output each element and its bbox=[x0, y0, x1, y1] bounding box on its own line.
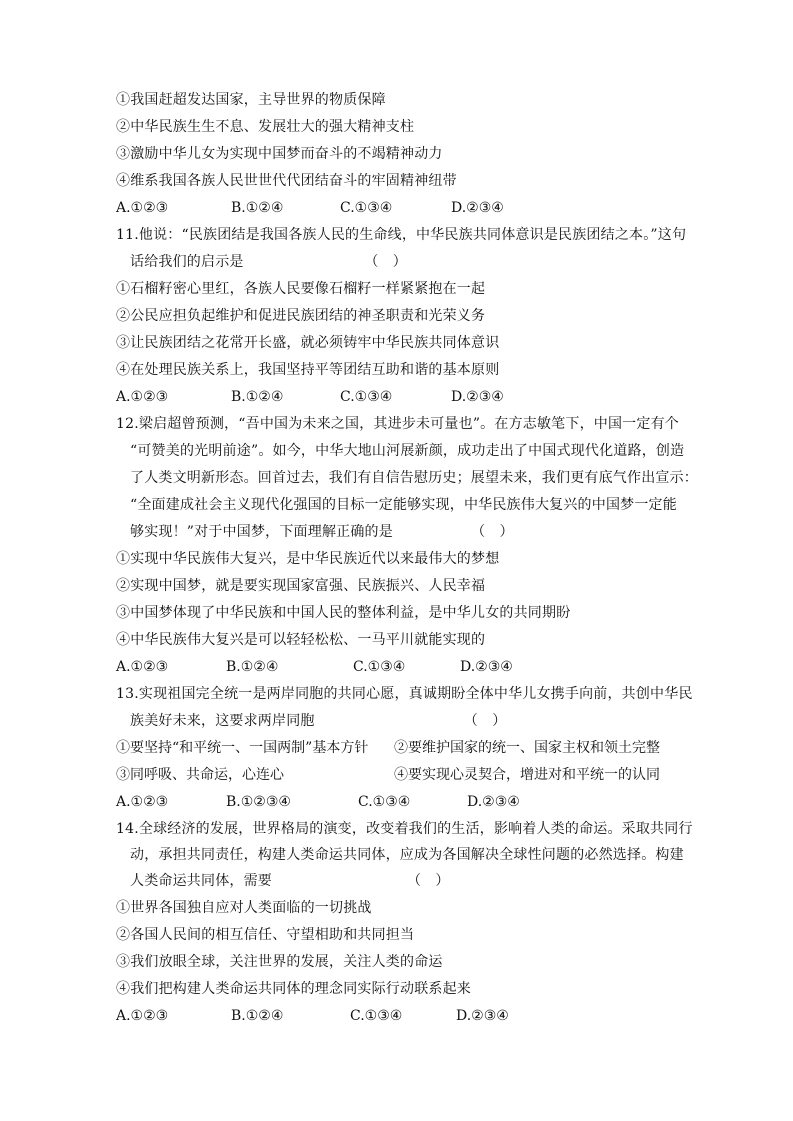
statement-4: ④中华民族伟大复兴是可以轻轻松松、一马平川就能实现的 bbox=[116, 632, 486, 648]
option-d: D.②③④ bbox=[451, 389, 504, 405]
option-a: A.①②③ bbox=[116, 389, 169, 405]
statement-1: ①我国赶超发达国家，主导世界的物质保障 bbox=[116, 92, 386, 108]
question-stem-line: 14.全球经济的发展，世界格局的演变，改变着我们的生活，影响着人类的命运。采取共同行 bbox=[116, 821, 693, 837]
statement-2: ②公民应担负起维护和促进民族团结的神圣职责和光荣义务 bbox=[116, 308, 486, 324]
statement-3: ③我们放眼全球，关注世界的发展，关注人类的命运 bbox=[116, 954, 443, 970]
option-b: B.①②④ bbox=[231, 200, 284, 216]
option-c: C.①③④ bbox=[353, 659, 406, 675]
question-stem-line: 11.他说：“民族团结是我国各族人民的生命线，中华民族共同体意识是民族团结之本。”这句 bbox=[116, 227, 687, 243]
question-stem-line: 人类命运共同体，需要 （ ） bbox=[130, 873, 450, 889]
statement-4: ④维系我国各族人民世世代代团结奋斗的牢固精神纽带 bbox=[116, 173, 457, 189]
statement-3: ③让民族团结之花常开长盛，就必须铸牢中华民族共同体意识 bbox=[116, 335, 500, 351]
statement-1: ①石榴籽密心里红，各族人民要像石榴籽一样紧紧抱在一起 bbox=[116, 281, 486, 297]
option-d: D.②③④ bbox=[467, 794, 520, 810]
statement-3: ③中国梦体现了中华民族和中国人民的整体利益，是中华儿女的共同期盼 bbox=[116, 605, 571, 621]
question-stem-line: “可赞美的光明前途”。如今，中华大地山河展新颜，成功走出了中国式现代化道路，创造 bbox=[130, 443, 685, 459]
option-a: A.①②③ bbox=[116, 659, 169, 675]
option-a: A.①②③ bbox=[116, 1008, 169, 1024]
question-stem-line: 12.梁启超曾预测，“吾中国为未来之国，其进步未可量也”。在方志敏笔下，中国一定有个 bbox=[116, 416, 679, 432]
statement-4: ④我们把构建人类命运共同体的理念同实际行动联系起来 bbox=[116, 981, 471, 997]
statement-2: ②要维护国家的统一、国家主权和领土完整 bbox=[394, 740, 660, 756]
statement-2: ②实现中国梦，就是要实现国家富强、民族振兴、人民幸福 bbox=[116, 578, 486, 594]
statement-1: ①世界各国独自应对人类面临的一切挑战 bbox=[116, 900, 372, 916]
statement-2: ②中华民族生生不息、发展壮大的强大精神支柱 bbox=[116, 119, 415, 135]
statement-1: ①实现中华民族伟大复兴，是中华民族近代以来最伟大的梦想 bbox=[116, 551, 500, 567]
option-d: D.②③④ bbox=[451, 200, 504, 216]
option-d: D.②③④ bbox=[460, 659, 513, 675]
option-c: C.①③④ bbox=[340, 200, 393, 216]
question-stem-line: 动，承担共同责任，构建人类命运共同体，应成为各国解决全球性问题的必然选择。构建 bbox=[130, 847, 684, 863]
statement-3: ③激励中华儿女为实现中国梦而奋斗的不竭精神动力 bbox=[116, 146, 443, 162]
statement-4: ④在处理民族关系上，我国坚持平等团结互助和谐的基本原则 bbox=[116, 362, 500, 378]
option-a: A.①②③ bbox=[116, 794, 169, 810]
option-d: D.②③④ bbox=[456, 1008, 509, 1024]
question-stem-line: 13.实现祖国完全统一是两岸同胞的共同心愿，真诚期盼全体中华儿女携手向前，共创中华民 bbox=[116, 686, 693, 702]
statement-3: ③同呼吸、共命运，心连心 bbox=[116, 767, 284, 783]
question-stem-line: “全面建成社会主义现代化强国的目标一定能够实现，中华民族伟大复兴的中国梦一定能 bbox=[130, 497, 677, 513]
option-b: B.①②③④ bbox=[226, 794, 291, 810]
option-b: B.①②④ bbox=[231, 389, 284, 405]
option-c: C.①③④ bbox=[358, 794, 411, 810]
question-stem-line: 够实现！”对于中国梦，下面理解正确的是 （ ） bbox=[130, 524, 514, 540]
statement-4: ④要实现心灵契合，增进对和平统一的认同 bbox=[394, 767, 660, 783]
option-c: C.①③④ bbox=[350, 1008, 403, 1024]
statement-2: ②各国人民间的相互信任、守望相助和共同担当 bbox=[116, 927, 415, 943]
question-stem-line: 话给我们的启示是 （ ） bbox=[130, 254, 407, 270]
option-b: B.①②④ bbox=[226, 659, 279, 675]
question-stem-line: 了人类文明新形态。回首过去，我们有自信告慰历史；展望未来，我们更有底气作出宣示： bbox=[130, 470, 698, 486]
option-b: B.①②④ bbox=[231, 1008, 284, 1024]
option-a: A.①②③ bbox=[116, 200, 169, 216]
statement-1: ①要坚持“和平统一、一国两制”基本方针 bbox=[116, 740, 369, 756]
option-c: C.①③④ bbox=[340, 389, 393, 405]
question-stem-line: 族美好未来，这要求两岸同胞 （ ） bbox=[130, 713, 507, 729]
